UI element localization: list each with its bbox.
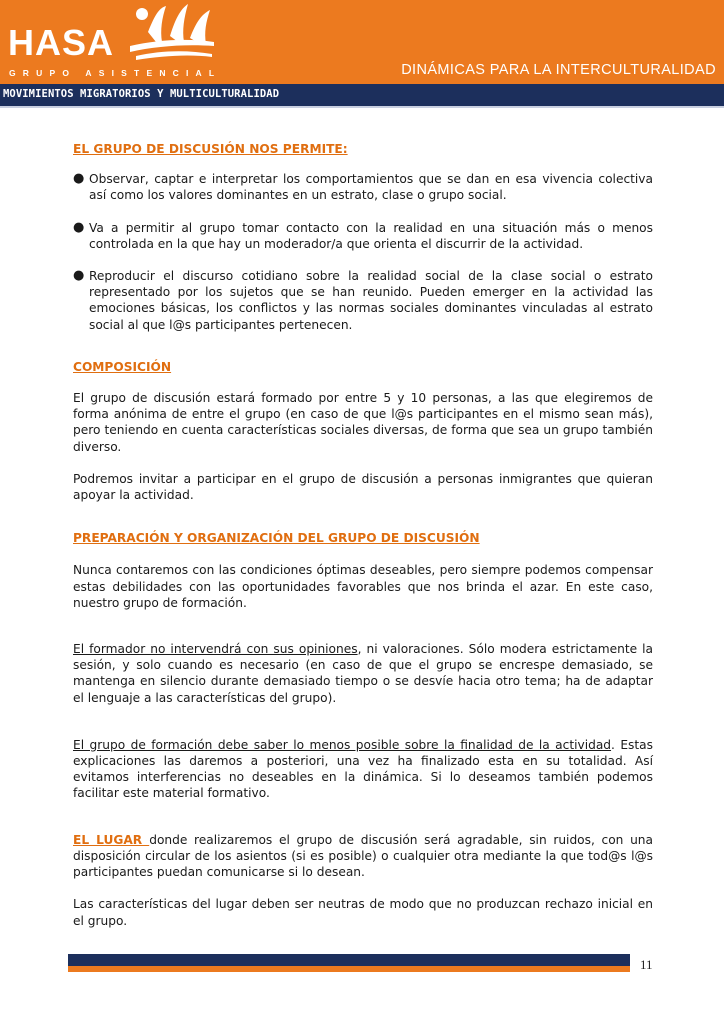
preparacion-paragraph-3: El grupo de formación debe saber lo menos posible sobre la finalidad de la actividad. Estas explicaciones las daremos a posteriori, una vez ha finalizado esta en su totalidad. Así evitamos interferencias no deseables en la dinámica. Si lo deseamos también podemos facilitar este material formativo. [73, 737, 653, 801]
page-number: 11 [640, 957, 653, 972]
logo-figures-icon [126, 2, 216, 68]
bullet-icon: ● [73, 268, 85, 284]
underlined-phrase: El grupo de formación debe saber lo menos posible sobre la finalidad de la actividad [73, 737, 612, 752]
document-title: DINÁMICAS PARA LA INTERCULTURALIDAD [401, 62, 716, 78]
logo-text: HASA [8, 22, 115, 63]
list-item: ● Va a permitir al grupo tomar contacto con la realidad en una situación más o menos controlada en la que hay un moderador/a que orienta el discurrir de la actividad. [73, 219, 653, 251]
page-content [73, 141, 653, 929]
heading-preparacion: PREPARACIÓN Y ORGANIZACIÓN DEL GRUPO DE DISCUSIÓN [73, 531, 480, 546]
heading-permite: EL GRUPO DE DISCUSIÓN NOS PERMITE: [73, 142, 348, 156]
list-item: ● Observar, captar e interpretar los comportamientos que se dan en esa vivencia colectiva así como los valores dominantes en un estrato, clase o grupo social. [73, 171, 653, 203]
section-band-text: MOVIMIENTOS MIGRATORIOS Y MULTICULTURALIDAD [3, 88, 280, 100]
lugar-paragraph-2: Las características del lugar deben ser neutras de modo que no produzcan rechazo inicial en el grupo. [73, 897, 653, 928]
preparacion-paragraph-2: El formador no intervendrá con sus opiniones, ni valoraciones. Sólo modera estrictamente la sesión, y solo cuando es necesario (en caso de que el grupo se encrespe demasiado, se mantenga en silencio durante demasiado tiempo o se desvíe hacia otro tema; ha de adaptar el lenguaje a las características del grupo). [73, 642, 654, 705]
bullet-icon: ● [73, 219, 85, 235]
bullet-list [73, 171, 653, 333]
lugar-paragraph-1: EL LUGAR donde realizaremos el grupo de discusión será agradable, sin ruidos, con una disposición circular de los asientos (si es posible) o cualquier otra mediante la que tod@s l@s participantes puedan comunicarse si lo desean. [73, 832, 653, 880]
list-item: ● Reproducir el discurso cotidiano sobre la realidad social de la clase social o estrato representado por los sujetos que se han reunido. Pueden emerger en la actividad las emociones básicas, los conflictos y las normas sociales dominantes vinculadas al estrato social al que l@s participantes pertenecen. [73, 268, 653, 332]
preparacion-paragraph-1: Nunca contaremos con las condiciones óptimas deseables, pero siempre podemos compensar estas debilidades con las oportunidades favorables que nos brinda el azar. En este caso, nuestro grupo de formación. [73, 563, 653, 610]
logo-subtitle: GRUPO ASISTENCIAL [9, 68, 222, 78]
heading-lugar: EL LUGAR [73, 832, 150, 847]
footer-bar [68, 954, 630, 972]
composicion-paragraph-2: Podremos invitar a participar en el grupo de discusión a personas inmigrantes que quieran apoyar la actividad. [73, 471, 653, 503]
underlined-phrase: El formador no intervendrá con sus opiniones [73, 642, 358, 657]
heading-composicion: COMPOSICIÓN [73, 359, 172, 374]
composicion-paragraph-1: El grupo de discusión estará formado por entre 5 y 10 personas, a las que elegiremos de forma anónima de entre el grupo (en caso de que l@s participantes en el mismo sean más), pero teniendo en cuenta características sociales diversas, de forma que sea un grupo también diverso. [73, 391, 653, 454]
bullet-icon: ● [73, 171, 85, 187]
